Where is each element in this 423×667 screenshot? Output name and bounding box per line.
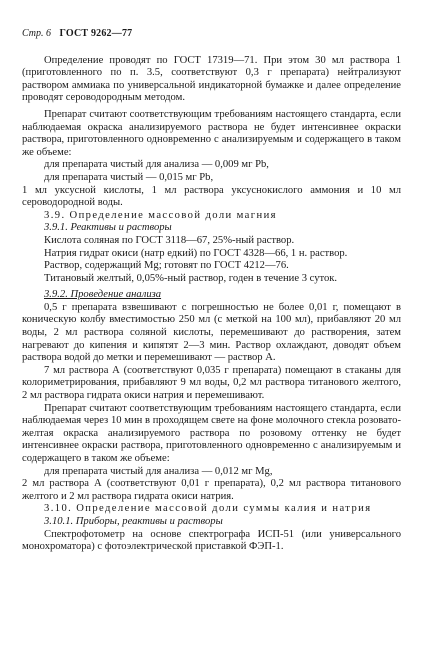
paragraph: 7 мл раствора А (соответствуют 0,035 г препарата) помещают в стаканы для колориметрирования, прибавляют 9 мл воды, 0,2 мл раствора титанового желтого, 2 мл раствора гидрата окиси натрия и перемешивают. (22, 364, 401, 402)
paragraph: 0,5 г препарата взвешивают с погрешностью не более 0,01 г, помещают в коническую колбу вместимостью 250 мл (с меткой на 100 мл), прибавляют 20 мл воды, 2 мл раствора соляной кислоты, перемешивают до растворения, затем нагревают до кипения и кипятят 2—3 мин. Раствор охлаждают, доводят объем раствора водой до метки и перемешивают — раствор А. (22, 301, 401, 364)
paragraph: для препарата чистый для анализа — 0,012 мг Mg, (44, 465, 273, 477)
paragraph: Спектрофотометр на основе спектрографа ИСП-51 (или универсального монохроматора) с фотоэлектрической приставкой ФЭП-1. (22, 528, 401, 553)
paragraph: для препарата чистый для анализа — 0,009 мг Pb, (44, 159, 269, 171)
paragraph: Препарат считают соответствующим требованиям настоящего стандарта, если наблюдаемая через 10 мин в проходящем свете на фоне молочного стекла розовато-желтая окраска анализируемого раствора по розовому оттенку не будет интенсивнее окраски раствора, приготовленного одновременно с анализируемым и содержащего в таком же объеме: (22, 402, 401, 464)
subsection-heading: 3.10.1. Приборы, реактивы и растворы (44, 515, 223, 527)
page-header (22, 28, 401, 41)
standard-number: ГОСТ 9262—77 (59, 28, 133, 39)
paragraph: Натрия гидрат окиси (натр едкий) по ГОСТ 4328—66, 1 н. раствор. (44, 247, 348, 259)
paragraph: Титановый желтый, 0,05%-ный раствор, годен в течение 3 суток. (44, 272, 338, 284)
section-heading: 3.10. Определение массовой доли суммы калия и натрия (44, 503, 372, 515)
paragraph: для препарата чистый — 0,015 мг Pb, (44, 171, 214, 183)
paragraph: Раствор, содержащий Mg; готовят по ГОСТ 4212—76. (44, 260, 289, 272)
paragraph: Кислота соляная по ГОСТ 3118—67, 25%-ный раствор. (44, 234, 295, 246)
paragraph: 2 мл раствора А (соответствуют 0,01 г препарата), 0,2 мл раствора титанового желтого и 2 мл раствора гидрата окиси натрия. (22, 478, 401, 502)
paragraph: Препарат считают соответствующим требованиям настоящего стандарта, если наблюдаемая окраска анализируемого раствора не будет интенсивнее окраски раствора, приготовленного одновременно с анализируемым и содержащего в таком же объеме: (22, 108, 401, 158)
page-number: Стр. 6 (22, 28, 52, 39)
section-heading: 3.9. Определение массовой доли магния (44, 209, 277, 221)
subsection-heading: 3.9.1. Реактивы и растворы (44, 222, 172, 234)
paragraph: 1 мл уксусной кислоты, 1 мл раствора уксуснокислого аммония и 10 мл сероводородной воды. (22, 184, 401, 209)
subsection-heading: 3.9.2. Проведение анализа (44, 289, 162, 301)
paragraph: Определение проводят по ГОСТ 17319—71. При этом 30 мл раствора 1 (приготовленного по п. 3.5, соответствуют 0,3 г препарата) нейтрализуют раствором аммиака по универсальной индикаторной бумажке и далее определение проводят сероводородным методом. (22, 54, 401, 104)
